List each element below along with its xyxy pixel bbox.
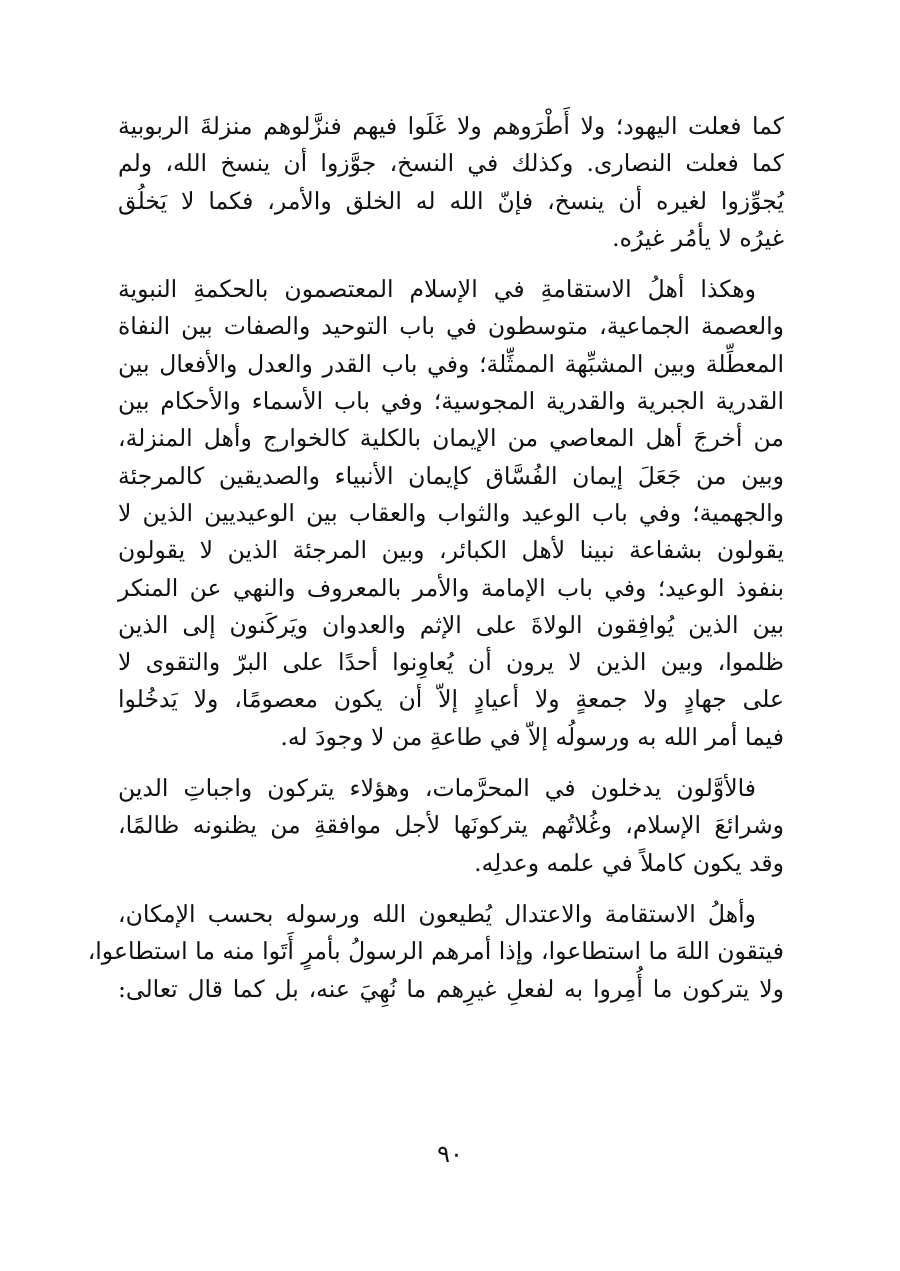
text-line: وبين من جَعَلَ إيمان الفُسَّاق كإيمان الأنبياء والصديقين كالمرجئة [118,461,784,490]
text-line: غيرُه لا يأمُر غيرُه. [612,223,784,252]
text-line: وهكذا أهلُ الاستقامةِ في الإسلام المعتصمون بالحكمةِ النبوية [118,275,756,304]
paragraph-1 [118,108,784,257]
page-number: ٩٠ [437,1140,463,1168]
paragraph-4 [87,896,784,1008]
text-line: والجهمية؛ وفي باب الوعيد والثواب والعقاب بين الوعيديين الذين لا [118,498,784,527]
text-line: ظلموا، وبين الذين لا يرون أن يُعاوِنوا أحدًا على البرّ والتقوى لا [118,648,784,677]
text-line: على جهادٍ ولا جمعةٍ ولا أعيادٍ إلاّ أن يكون معصومًا، ولا يَدخُلوا [118,685,784,714]
paragraph-2 [118,271,784,756]
text-line: وأهلُ الاستقامة والاعتدال يُطيعون الله ورسوله بحسب الإمكان، [118,899,756,928]
text-line: والعصمة الجماعية، متوسطون في باب التوحيد والصفات بين النفاة [118,312,784,341]
text-line: فيما أمر الله به ورسولُه إلاّ في طاعةِ من لا وجودَ له. [280,722,784,751]
text-line: يقولون بشفاعة نبينا لأهل الكبائر، وبين المرجئة الذين لا يقولون [118,536,784,565]
text-line: وقد يكون كاملاً في علمه وعدلِه. [474,848,784,877]
paragraph-3 [118,770,784,882]
text-line: المعطِّلة وبين المشبِّهة الممثِّلة؛ وفي باب القدر والعدل والأفعال بين [118,349,784,378]
page-body [87,108,784,1022]
text-line: فيتقون اللهَ ما استطاعوا، وإذا أمرهم الرسولُ بأمرٍ أَتَوا منه ما استطاعوا، [87,937,784,966]
text-line: القدرية الجبرية والقدرية المجوسية؛ وفي باب الأسماء والأحكام بين [118,387,784,416]
text-line: فالأوَّلون يدخلون في المحرَّمات، وهؤلاء يتركون واجباتِ الدين [118,774,756,803]
text-line: يُجوِّزوا لغيره أن ينسخ، فإنّ الله له الخلق والأمر، فكما لا يَخلُق [118,186,784,215]
text-line: كما فعلت النصارى. وكذلك في النسخ، جوَّزوا أن ينسخ الله، ولم [118,149,784,178]
text-line: بين الذين يُوافِقون الولاةَ على الإثم والعدوان ويَركَنون إلى الذين [118,610,784,639]
text-line: ولا يتركون ما أُمِروا به لفعلِ غيرِهم ما نُهِيَ عنه، بل كما قال تعالى: [118,974,784,1003]
text-line: وشرائعَ الإسلام، وغُلاتُهم يتركونَها لأجل موافقةِ من يظنونه ظالمًا، [118,811,784,840]
text-line: كما فعلت اليهود؛ ولا أَطْرَوهم ولا غَلَوا فيهم فنزَّلوهم منزلةَ الربوبية [118,112,784,140]
text-line: من أخرجَ أهل المعاصي من الإيمان بالكلية كالخوارج وأهل المنزلة، [118,424,784,453]
text-line: بنفوذ الوعيد؛ وفي باب الإمامة والأمر بالمعروف والنهي عن المنكر [118,573,784,602]
